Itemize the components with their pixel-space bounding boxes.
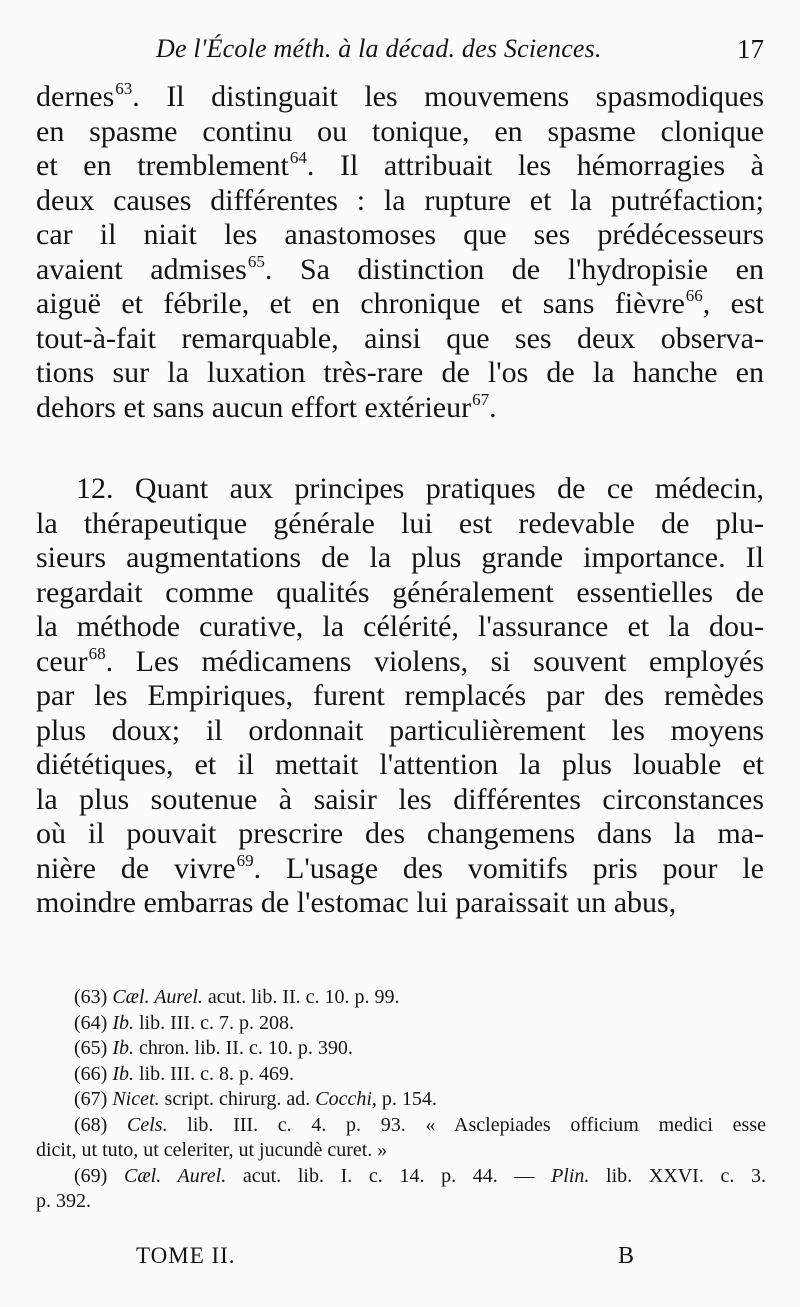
line-text: aiguë et fébrile, et en chronique et sans fièvre [36, 287, 685, 320]
footnote-text: lib. III. c. 4. p. 93. « Asclepiades officium medici esse [167, 1113, 767, 1136]
text-line [36, 817, 764, 852]
page-footer [36, 1243, 764, 1277]
text-line [36, 576, 764, 611]
volume-label: TOME II. [136, 1243, 236, 1268]
footnote-text: acut. lib. II. c. 10. p. 99. [202, 986, 400, 1008]
line-text: dernes [36, 80, 115, 113]
paragraph-1 [36, 80, 764, 425]
page-number: 17 [737, 34, 764, 64]
line-text: regardait comme qualités généralement essentielles de [36, 575, 764, 609]
footnote-source: Plin. [551, 1164, 590, 1187]
footnote-source: Cæl. Aurel. [123, 1164, 227, 1187]
footnote-source: Cæl. Aurel. [112, 986, 203, 1008]
text-line [36, 610, 764, 645]
text-line [36, 253, 764, 288]
running-title: De l'École méth. à la décad. des Sciences. [156, 34, 602, 63]
text-line [36, 852, 764, 887]
footnote-number: (69) [74, 1164, 108, 1187]
footnote-ref: 67 [472, 389, 490, 409]
line-text-cont: . Il distinguait les mouvemens spasmodiques [132, 80, 764, 113]
line-text: ceur [36, 644, 88, 678]
footnote-ref: 66 [685, 286, 703, 305]
text-line [36, 748, 764, 783]
footnote-source: Ib. [112, 1037, 134, 1059]
paragraph-2 [36, 472, 764, 921]
footnote [36, 1087, 766, 1113]
text-line [36, 149, 764, 184]
line-text: où il pouvait prescrire des changemens dans la ma- [36, 817, 764, 850]
signature-mark: B [617, 1243, 634, 1269]
line-text: nière de vivre [36, 851, 236, 885]
line-text: 12. Quant aux principes pratiques de ce médecin, [76, 472, 764, 505]
text-line [36, 391, 764, 426]
line-text: plus doux; il ordonnait particulièrement les moyens [36, 713, 764, 747]
footnote [36, 1113, 766, 1139]
line-text: dehors et sans aucun effort extérieur [36, 390, 472, 424]
line-text: la méthode curative, la célérité, l'assurance et la dou- [36, 610, 764, 643]
footnote-source: Ib. [112, 1011, 134, 1034]
line-text: moindre embarras de l'estomac lui paraissait un abus, [36, 886, 677, 919]
footnote-number: (63) [74, 986, 108, 1008]
footnote-ref: 68 [88, 643, 106, 663]
footnote-text: lib. III. c. 7. p. 208. [134, 1011, 294, 1034]
line-text: car il niait les anastomoses que ses prédécesseurs [36, 218, 764, 251]
line-text: deux causes différentes : la rupture et la putréfaction; [36, 183, 764, 217]
line-text: avaient admises [36, 252, 247, 286]
page-header [36, 34, 764, 74]
text-line [36, 218, 764, 253]
footnote [36, 985, 766, 1011]
footnote-ref: 65 [247, 251, 265, 271]
footnote-ref: 63 [115, 79, 133, 98]
footnote-source: Cocchi [315, 1088, 372, 1110]
text-line [36, 541, 764, 576]
text-line [36, 714, 764, 749]
footnote-text: p. 392. [36, 1190, 91, 1212]
text-line [36, 645, 764, 680]
footnote [36, 1036, 766, 1062]
line-text: la plus soutenue à saisir les différentes circonstances [36, 782, 764, 816]
footnotes [36, 985, 766, 1215]
line-text: diététiques, et il mettait l'attention la plus louable et [36, 748, 764, 781]
footnote-text: dicit, ut tuto, ut celeriter, ut jucundè curet. » [36, 1139, 388, 1161]
text-line [36, 886, 764, 921]
line-text-cont: . Les médicamens violens, si souvent employés [105, 644, 764, 678]
footnote-number: (68) [74, 1113, 108, 1136]
line-text: la thérapeutique générale lui est redevable de plu- [36, 506, 764, 540]
footnote [36, 1011, 766, 1037]
text-line [36, 356, 764, 391]
footnote [36, 1062, 766, 1088]
footnote-number: (65) [74, 1037, 108, 1059]
line-text: par les Empiriques, furent remplacés par des remèdes [36, 679, 764, 712]
footnote-continuation [36, 1189, 766, 1215]
text-line [36, 287, 764, 322]
text-line [36, 783, 764, 818]
footnote-text: acut. lib. I. c. 14. p. 44. — [226, 1164, 552, 1187]
line-text: en spasme continu ou tonique, en spasme clonique [36, 114, 764, 148]
line-text-cont: . Sa distinction de l'hydropisie en [264, 252, 764, 286]
text-line [36, 80, 764, 115]
text-line [36, 472, 764, 507]
footnote-text: script. chirurg. ad. [159, 1088, 316, 1110]
footnote [36, 1164, 766, 1190]
footnote-source: Nicet. [112, 1088, 160, 1110]
line-text: sieurs augmentations de la plus grande importance. Il [36, 541, 764, 574]
footnote-ref: 69 [236, 850, 254, 870]
text-line [36, 115, 764, 150]
line-text: et en tremblement [36, 149, 289, 182]
text-line [36, 184, 764, 219]
footnote-source: Cels. [127, 1113, 168, 1136]
footnote-source: Ib. [112, 1062, 134, 1085]
line-text-cont: . Il attribuait les hémorragies à [306, 149, 764, 182]
text-line [36, 322, 764, 357]
line-text-cont: . [489, 390, 497, 424]
footnote-text: , p. 154. [371, 1088, 437, 1110]
footnote-number: (66) [74, 1062, 108, 1085]
line-text: tout-à-fait remarquable, ainsi que ses deux observa- [36, 321, 764, 355]
footnote-text: lib. III. c. 8. p. 469. [134, 1062, 294, 1085]
line-text: tions sur la luxation très-rare de l'os de la hanche en [36, 356, 764, 389]
footnote-ref: 64 [289, 148, 307, 167]
footnote-number: (64) [74, 1011, 108, 1034]
text-line [36, 507, 764, 542]
line-text-cont: , est [702, 287, 764, 320]
footnote-text: chron. lib. II. c. 10. p. 390. [134, 1037, 353, 1059]
text-line [36, 679, 764, 714]
footnote-continuation [36, 1138, 766, 1164]
footnote-number: (67) [74, 1088, 108, 1110]
footnote-text: lib. XXVI. c. 3. [589, 1164, 766, 1187]
line-text-cont: . L'usage des vomitifs pris pour le [253, 851, 764, 885]
